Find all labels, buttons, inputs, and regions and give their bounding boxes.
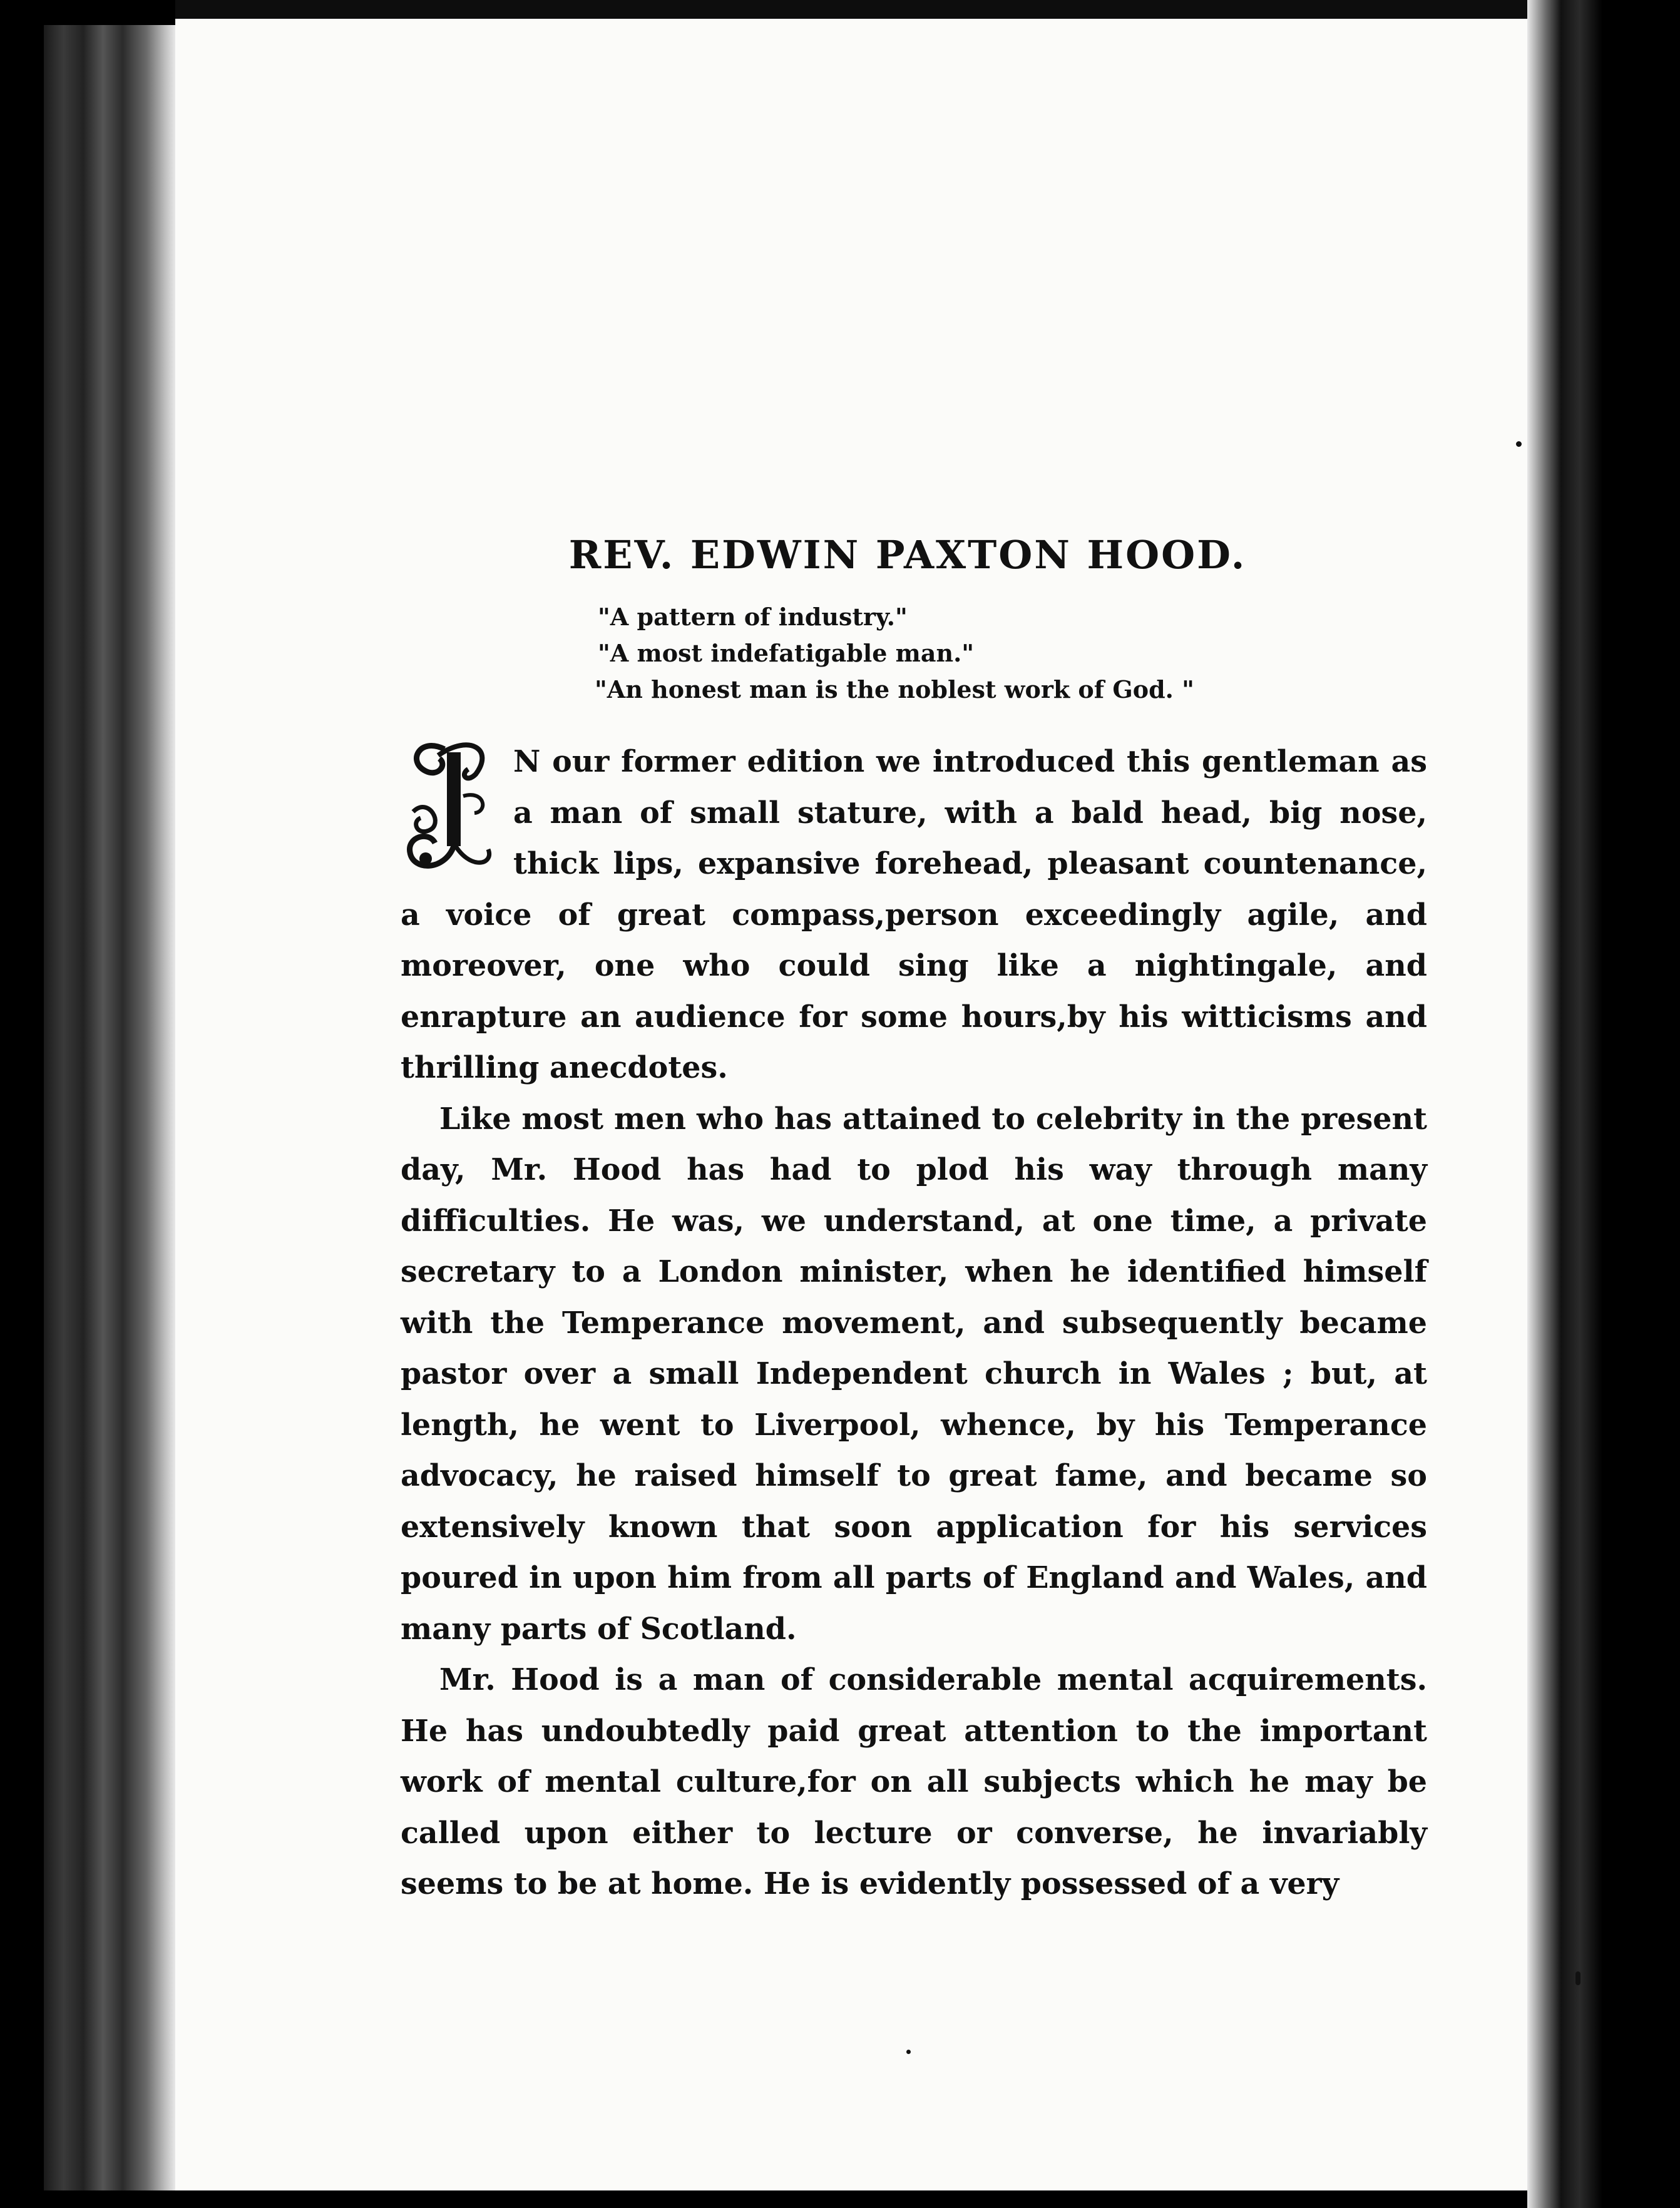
page-content: [401, 532, 1427, 1910]
article-body: [401, 737, 1427, 1910]
paragraph: Like most men who has attained to celebrity in the present day, Mr. Hood has had to plod his way through many difficulties. He was, we understand, at one time, a private secretary to a London minister, when he identified himself with the Temperance movement, and subsequently became pastor over a small Independent church in Wales ; but, at length, he went to Liverpool, whence, by his Temperance advocacy, he raised himself to great fame, and became so extensively known that soon application for his services poured in upon him from all parts of England and Wales, and many parts of Scotland.: [401, 1101, 1427, 1647]
ornamental-dropcap-icon: [401, 737, 501, 881]
epigraph-line: "A pattern of industry.": [598, 603, 908, 631]
top-scan-edge: [175, 0, 1534, 20]
paragraph-text: N our former edition we introduced this gentleman as a man of small stature, with a bald head, big nose, thick lips, expansive forehead, pleasant countenance, a voice of great compass,person exceedingly agile, and moreover, one who could sing like a nightingale, and enrapture an audience for some hours,by his witticisms and thrilling anecdotes.: [401, 744, 1427, 1085]
speck-mark: [1516, 441, 1522, 447]
right-binding-edge: [1527, 0, 1602, 2208]
dropcap-letter: [422, 739, 483, 871]
book-gutter-edge: [44, 25, 175, 2190]
epigraph-line: "A most indefatigable man.": [598, 639, 975, 667]
paragraph-first: [401, 737, 1427, 1094]
paragraph: Mr. Hood is a man of considerable mental acquirements. He has undoubtedly paid great attention to the important work of mental culture,for on all subjects which he may be called upon either to lecture or converse, he invariably seems to be at home. He is evidently possessed of a very: [401, 1662, 1427, 1901]
speck-mark: [906, 2050, 911, 2054]
page-title: REV. EDWIN PAXTON HOOD.: [568, 532, 1247, 578]
epigraph-line: "An honest man is the noblest work of God. ": [595, 675, 1194, 703]
speck-mark: [1575, 1971, 1580, 1985]
